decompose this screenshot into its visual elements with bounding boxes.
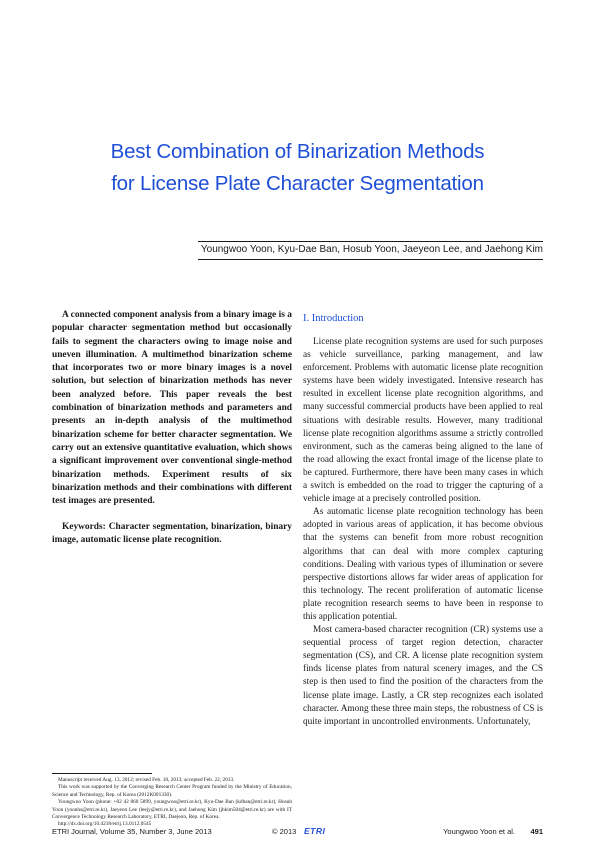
- keywords: Keywords: Character segmentation, binarization, binary image, automatic license plate recognition.: [52, 522, 292, 546]
- title-line-2: for License Plate Character Segmentation: [111, 172, 484, 195]
- author-list: Youngwoo Yoon, Kyu-Dae Ban, Hosub Yoon, Jaeyeon Lee, and Jaehong Kim: [200, 244, 543, 255]
- intro-paragraph: Most camera-based character recognition (CR) systems use a sequential process of target region detection, character segmentation (CS), and CR. A license plate recognition system finds license plates from natural scenery images, and the CS step is then used to find the position of the characters from the license plate image. Lastly, a CR step recognizes each isolated character. Among these three main steps, the robustness of CS is quite important in uncontrolled environments. Unfortunately,: [303, 625, 543, 727]
- footnotes: [52, 777, 292, 829]
- footnote-doi[interactable]: http://dx.doi.org/10.4218/etrij.13.0112.0545: [58, 821, 152, 828]
- page-footer: [52, 827, 543, 839]
- introduction-body: [303, 336, 543, 729]
- footnote-manuscript: Manuscript received Aug. 13, 2012; revised Feb. 18, 2013; accepted Feb. 22, 2013.: [58, 777, 235, 783]
- section-heading-introduction: I. Introduction: [303, 313, 364, 324]
- footnote-affiliations: Youngwoo Yoon (phone: +82 42 860 5899, youngwoo@etri.re.kr), Kyu-Dae Ban (kdban@etri.re.kr), Hosub Yoon (yoonhs@etri.re.kr), Jaeyeon Lee (leejy@etri.re.kr), and Jaehong Kim (jhkim504@etri.re.kr) are with IT Convergence Technology Research Laboratory, ETRI, Daejeon, Rep. of Korea.: [52, 799, 292, 821]
- paper-title: [40, 136, 555, 200]
- page-number: 491: [530, 827, 543, 836]
- footer-running-author: Youngwoo Yoon et al.: [443, 827, 515, 836]
- footer-journal: ETRI Journal, Volume 35, Number 3, June 2013: [52, 827, 212, 836]
- author-bottom-rule: [198, 259, 543, 260]
- abstract: A connected component analysis from a binary image is a popular character segmentation method but occasionally fails to segment the characters owing to image noise and uneven illumination. A multimethod binarization scheme that incorporates two or more binary images is a novel solution, but selection of binarization methods has never been analyzed before. This paper reveals the best combination of binarization methods and parameters and presents an in-depth analysis of the multimethod binarization scheme for better character segmentation. We carry out an extensive quantitative evaluation, which shows a significant improvement over conventional single-method binarization methods. Experiment results of six binarization methods and their combinations with different test images are presented.: [52, 310, 292, 507]
- author-top-rule: [198, 241, 543, 242]
- title-line-1: Best Combination of Binarization Methods: [110, 140, 485, 163]
- footer-copyright: © 2013: [272, 827, 297, 836]
- intro-paragraph: License plate recognition systems are used for such purposes as vehicle surveillance, parking management, and law enforcement. Problems with automatic license plate recognition systems have been widely investigated. Intensive research has resulted in excellent license plate recognition algorithms, and many successful commercial products have been applied to real situations with desirable results. However, many traditional license plate recognition algorithms assume a strictly controlled environment, such as the cameras being aligned to the lane of the road allowing the exact frontal image of the license plate to be captured. Furthermore, there have been many cases in which a switch is embedded on the road to trigger the capturing of a vehicle image at a precisely controlled position.: [303, 337, 543, 505]
- intro-paragraph: As automatic license plate recognition technology has been adopted in various areas of application, it has become obvious that the systems can benefit from more robust recognition algorithms that can deal with more complex capturing conditions. Dealing with various types of illumination or severe perspective distortions allows far wider areas of application for this technology. The recent proliferation of automatic license plate recognition research seems to have been in response to this application potential.: [303, 507, 543, 622]
- footnote-funding: This work was supported by the Converging Research Center Program funded by the Ministry of Education, Science and Technology, Rep. of Korea (2012K001330).: [52, 784, 292, 798]
- etri-logo-icon: ETRI: [304, 826, 326, 836]
- footnote-rule: [52, 773, 152, 774]
